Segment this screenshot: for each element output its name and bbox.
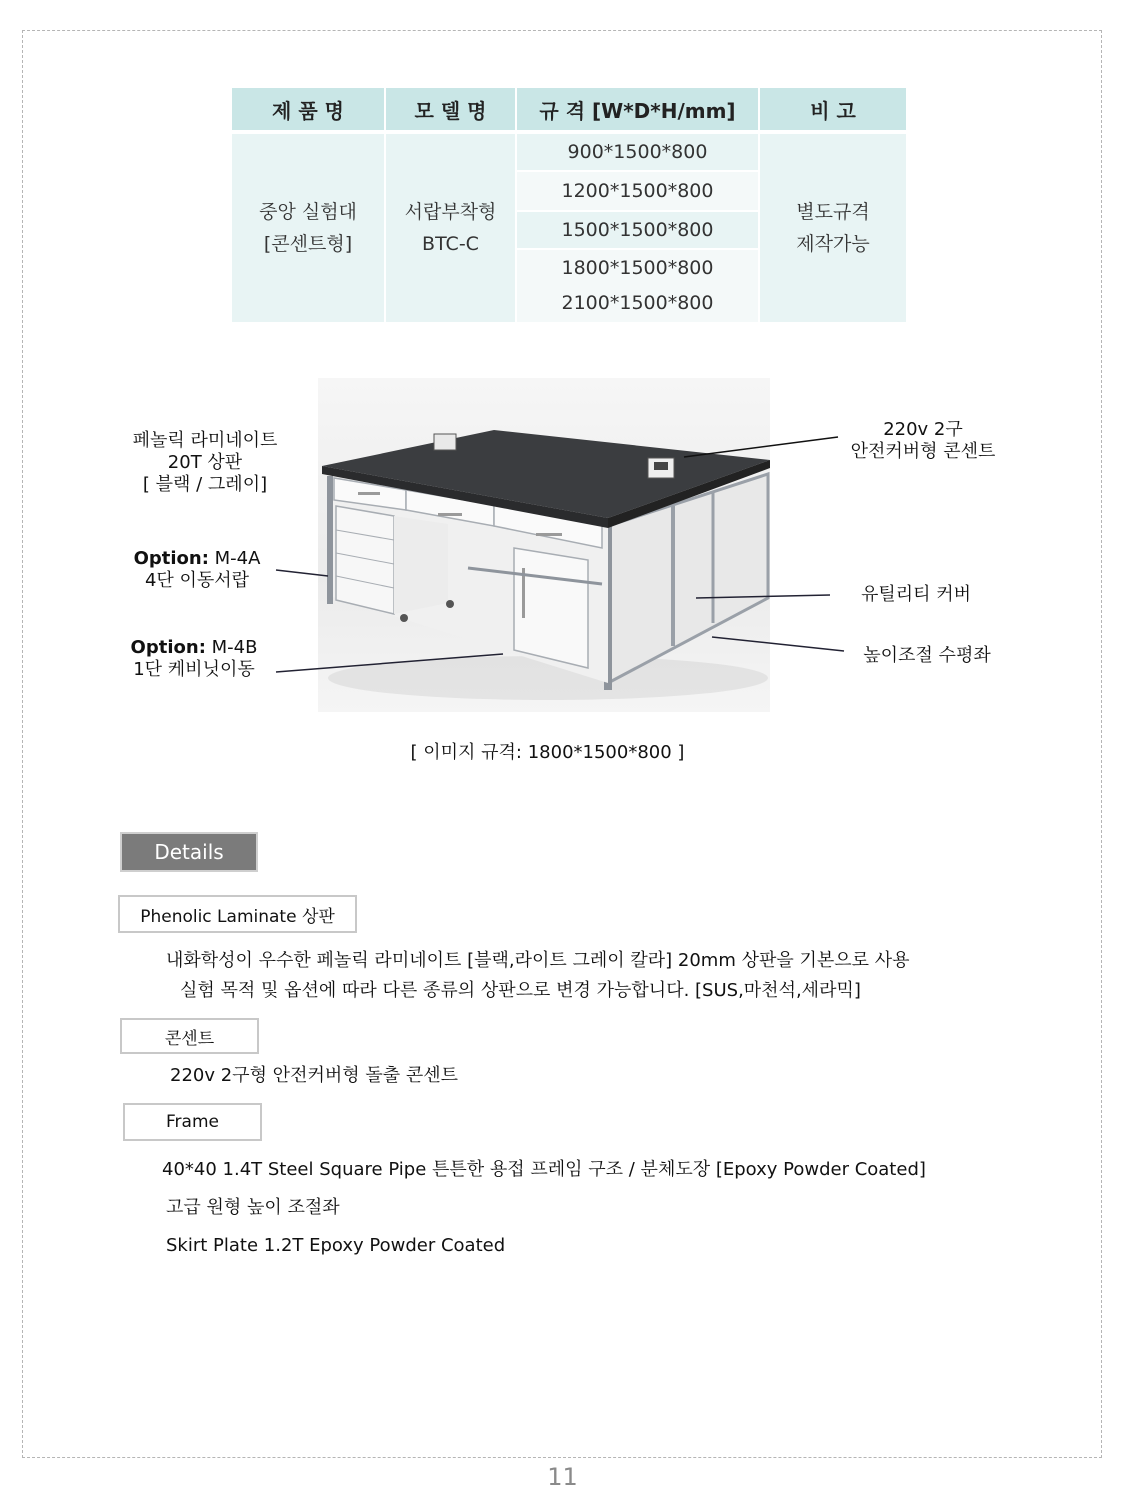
page-number: 11 (547, 1463, 578, 1491)
product-name-line: 중앙 실험대 (259, 201, 357, 223)
option-model: M-4A (214, 548, 261, 569)
callout-leveler: 높이조절 수평좌 (863, 645, 991, 666)
callout-line: 안전커버형 콘센트 (850, 441, 996, 462)
callout-option-m4a (122, 548, 272, 592)
callout-line: [ 블랙 / 그레이] (142, 474, 268, 495)
size-cell: 1500*1500*800 (517, 212, 758, 248)
callout-top-laminate (116, 430, 294, 496)
section-label-frame: Frame (123, 1103, 262, 1141)
remark-line: 제작가능 (796, 233, 870, 255)
section-label-outlet: 콘센트 (120, 1018, 259, 1054)
image-caption: [ 이미지 규격: 1800*1500*800 ] (410, 742, 685, 763)
size-cell: 2100*1500*800 (561, 292, 714, 314)
callout-line: 20T 상판 (167, 452, 243, 473)
callout-option-m4b (118, 637, 270, 681)
callout-line: 페놀릭 라미네이트 (132, 430, 278, 451)
callout-utility-cover: 유틸리티 커버 (860, 584, 972, 605)
model-name-line: BTC-C (422, 233, 479, 255)
size-cell: 1800*1500*800 (561, 257, 714, 279)
size-cell: 900*1500*800 (517, 134, 758, 170)
header-product-name: 제 품 명 (232, 88, 384, 130)
product-name-line: [콘센트형] (263, 233, 353, 255)
section-label-laminate: Phenolic Laminate 상판 (118, 895, 357, 933)
section-text: 40*40 1.4T Steel Square Pipe 튼튼한 용접 프레임 구조 / 분체도장 [Epoxy Powder Coated] (162, 1159, 926, 1180)
option-desc: 4단 이동서랍 (144, 570, 250, 591)
section-text: 고급 원형 높이 조절좌 (166, 1197, 340, 1218)
section-text: 220v 2구형 안전커버형 돌출 콘센트 (170, 1065, 459, 1086)
remark-line: 별도규격 (796, 201, 870, 223)
callout-line: 220v 2구 (883, 419, 963, 440)
option-desc: 1단 케비닛이동 (133, 659, 255, 680)
option-label: Option: (130, 637, 206, 658)
details-badge: Details (120, 832, 258, 872)
section-text: 실험 목적 및 옵션에 따라 다른 종류의 상판으로 변경 가능합니다. [SUS,마천석,세라믹] (180, 980, 861, 1001)
header-model-name: 모 델 명 (386, 88, 515, 130)
section-text: 내화학성이 우수한 페놀릭 라미네이트 [블랙,라이트 그레이 칼라] 20mm 상판을 기본으로 사용 (166, 950, 910, 971)
header-size: 규 격 [W*D*H/mm] (517, 88, 758, 130)
option-model: M-4B (211, 637, 258, 658)
option-label: Option: (133, 548, 209, 569)
header-remark: 비 고 (760, 88, 906, 130)
callout-outlet (838, 419, 1008, 463)
section-text: Skirt Plate 1.2T Epoxy Powder Coated (166, 1235, 506, 1256)
model-name-line: 서랍부착형 (404, 201, 497, 223)
size-cell: 1200*1500*800 (517, 172, 758, 210)
